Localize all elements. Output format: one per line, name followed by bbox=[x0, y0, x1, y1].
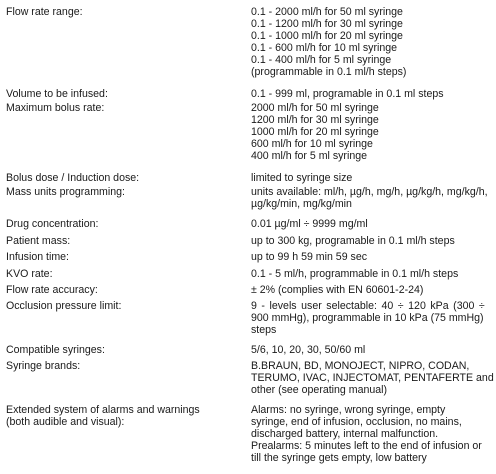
spec-label bbox=[6, 284, 242, 296]
spec-label-line: Volume to be infused: bbox=[6, 88, 108, 100]
spec-value-line: µg/kg/min, mg/kg/min bbox=[251, 198, 352, 211]
spec-value bbox=[251, 404, 485, 464]
spec-value bbox=[251, 172, 485, 184]
spec-value-line: 0.1 - 400 ml/h for 5 ml syringe bbox=[251, 54, 392, 67]
spec-value-line: 400 ml/h for 5 ml syringe bbox=[251, 150, 367, 163]
spec-label bbox=[6, 235, 242, 247]
spec-value-line: steps bbox=[251, 324, 277, 337]
spec-value-line: 900 mmHg), programmable in 10 kPa (75 mmHg) bbox=[251, 312, 484, 325]
spec-value bbox=[251, 235, 485, 247]
spec-value-line: units available: ml/h, µg/h, mg/h, µg/kg/h, mg/kg/h, bbox=[251, 186, 488, 198]
spec-label-line: (both audible and visual): bbox=[6, 416, 125, 429]
spec-label bbox=[6, 300, 242, 312]
spec-value bbox=[251, 218, 485, 230]
spec-value-line: discharged battery, internal malfunction. bbox=[251, 428, 439, 441]
spec-value bbox=[251, 88, 485, 100]
spec-value-line: B.BRAUN, BD, MONOJECT, NIPRO, CODAN, bbox=[251, 360, 470, 372]
spec-value-line: TERUMO, IVAC, INJECTOMAT, PENTAFERTE and bbox=[251, 372, 494, 385]
spec-value bbox=[251, 6, 485, 79]
spec-value-line: 1000 ml/h for 20 ml syringe bbox=[251, 126, 379, 139]
spec-value-line: Alarms: no syringe, wrong syringe, empty bbox=[251, 404, 446, 416]
spec-value-line: 2000 ml/h for 50 ml syringe bbox=[251, 102, 379, 114]
spec-label bbox=[6, 268, 242, 280]
spec-label bbox=[6, 6, 242, 18]
spec-value-line: 0.1 - 999 ml, programable in 0.1 ml steps bbox=[251, 88, 444, 100]
spec-value-line: 0.1 - 600 ml/h for 10 ml syringe bbox=[251, 42, 398, 55]
spec-value-line: 0.1 - 1000 ml/h for 20 ml syringe bbox=[251, 30, 403, 43]
spec-value-line: 1200 ml/h for 30 ml syringe bbox=[251, 114, 379, 127]
spec-value-line: till the syringe gets empty, low battery bbox=[251, 452, 427, 465]
spec-value bbox=[251, 360, 494, 397]
spec-label-line: KVO rate: bbox=[6, 268, 53, 280]
spec-label bbox=[6, 344, 242, 356]
spec-value bbox=[251, 102, 485, 162]
spec-label-line: Flow rate range: bbox=[6, 6, 83, 18]
spec-value bbox=[251, 186, 488, 211]
spec-label-line: Bolus dose / Induction dose: bbox=[6, 172, 140, 184]
spec-label bbox=[6, 186, 242, 198]
spec-label bbox=[6, 404, 242, 428]
spec-value-line: ± 2% (complies with EN 60601-2-24) bbox=[251, 284, 424, 296]
spec-label-line: Patient mass: bbox=[6, 235, 71, 247]
spec-label bbox=[6, 88, 242, 100]
spec-value bbox=[251, 300, 485, 336]
spec-value-line: limited to syringe size bbox=[251, 172, 353, 184]
spec-value-line: 0.1 - 5 ml/h, programmable in 0.1 ml/h steps bbox=[251, 268, 459, 280]
spec-value bbox=[251, 268, 485, 280]
spec-value-line: 0.1 - 1200 ml/h for 30 ml syringe bbox=[251, 18, 403, 31]
spec-label bbox=[6, 172, 242, 184]
spec-label bbox=[6, 360, 242, 372]
spec-label-line: Infusion time: bbox=[6, 251, 70, 263]
spec-label-line: Occlusion pressure limit: bbox=[6, 300, 122, 312]
spec-value-line: other (see operating manual) bbox=[251, 384, 388, 397]
spec-label-line: Mass units programming: bbox=[6, 186, 125, 198]
spec-label-line: Maximum bolus rate: bbox=[6, 102, 105, 114]
spec-label-line: Syringe brands: bbox=[6, 360, 81, 372]
spec-value-line: 5/6, 10, 20, 30, 50/60 ml bbox=[251, 344, 366, 356]
spec-label-line: Flow rate accuracy: bbox=[6, 284, 98, 296]
spec-value-line: Prealarms: 5 minutes left to the end of infusion or bbox=[251, 440, 482, 453]
spec-label bbox=[6, 102, 242, 114]
spec-label bbox=[6, 251, 242, 263]
spec-label-line: Drug concentration: bbox=[6, 218, 99, 230]
spec-value-line: 600 ml/h for 10 ml syringe bbox=[251, 138, 373, 151]
spec-value-line: 0.1 - 2000 ml/h for 50 ml syringe bbox=[251, 6, 403, 18]
spec-value-line: up to 300 kg, programable in 0.1 ml/h steps bbox=[251, 235, 455, 247]
spec-value bbox=[251, 284, 485, 296]
spec-label-line: Compatible syringes: bbox=[6, 344, 105, 356]
spec-value bbox=[251, 251, 485, 263]
spec-value bbox=[251, 344, 485, 356]
spec-value-line: 0.01 µg/ml ÷ 9999 mg/ml bbox=[251, 218, 368, 230]
spec-label-line: Extended system of alarms and warnings bbox=[6, 404, 200, 416]
spec-value-line: 9 - levels user selectable: 40 ÷ 120 kPa (300 ÷ bbox=[251, 300, 485, 312]
spec-value-line: (programmable in 0.1 ml/h steps) bbox=[251, 66, 407, 79]
spec-value-line: syringe, end of infusion, occlusion, no mains, bbox=[251, 416, 462, 429]
spec-value-line: up to 99 h 59 min 59 sec bbox=[251, 251, 368, 263]
spec-label bbox=[6, 218, 242, 230]
